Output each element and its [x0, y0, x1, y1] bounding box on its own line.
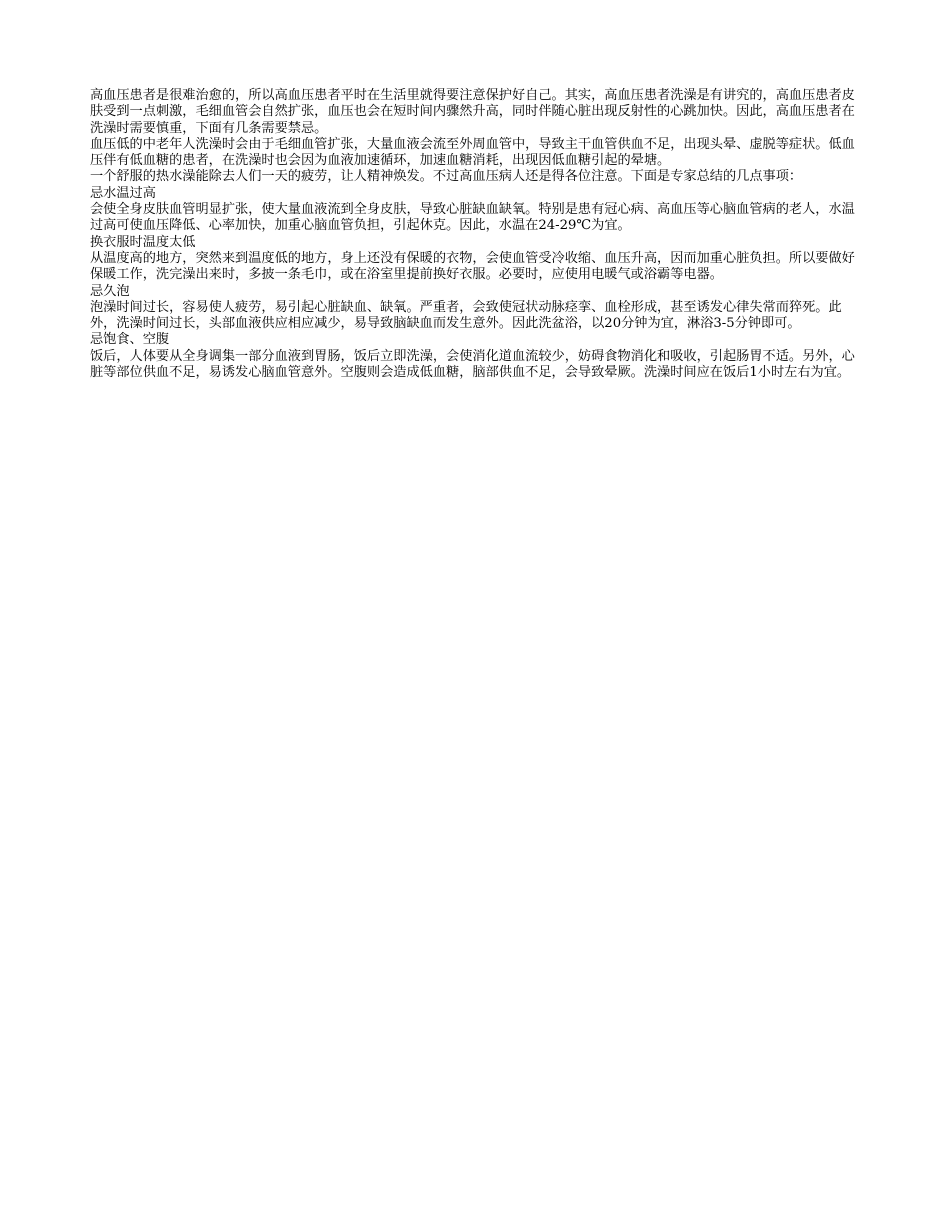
section-heading-water-temperature: 忌水温过高: [90, 185, 156, 201]
full-or-empty-stomach-paragraph: 饭后，人体要从全身调集一部分血液到胃肠，饭后立即洗澡，会使消化道血流较少，妨碍食物消化和吸收，引起肠胃不适。另外，心脏等部位供血不足，易诱发心脑血管意外。空腹则会造成低血糖，脑部供血不足，会导致晕厥。洗澡时间应在饭后1小时左右为宜。: [90, 348, 855, 381]
tips-intro-paragraph: 一个舒服的热水澡能除去人们一天的疲劳，让人精神焕发。不过高血压病人还是得各位注意。下面是专家总结的几点事项：: [90, 169, 803, 185]
low-blood-pressure-paragraph: 血压低的中老年人洗澡时会由于毛细血管扩张，大量血液会流至外周血管中，导致主干血管供血不足，出现头晕、虚脱等症状。低血压伴有低血糖的患者，在洗澡时也会因为血液加速循环，加速血糖消耗，出现因低血糖引起的晕塘。: [90, 136, 855, 169]
document-body: [90, 88, 865, 381]
section-heading-long-soak: 忌久泡: [90, 283, 130, 299]
changing-clothes-paragraph: 从温度高的地方，突然来到温度低的地方，身上还没有保暖的衣物，会使血管受冷收缩、血压升高，因而加重心脏负担。所以要做好保暖工作，洗完澡出来时，多披一条毛巾，或在浴室里提前换好衣服。必要时，应使用电暖气或浴霸等电器。: [90, 250, 855, 283]
intro-paragraph: 高血压患者是很难治愈的，所以高血压患者平时在生活里就得要注意保护好自己。其实，高血压患者洗澡是有讲究的，高血压患者皮肤受到一点刺激，毛细血管会自然扩张，血压也会在短时间内骤然升高，同时伴随心脏出现反射性的心跳加快。因此，高血压患者在洗澡时需要慎重，下面有几条需要禁忌。: [90, 88, 855, 136]
section-heading-full-or-empty-stomach: 忌饱食、空腹: [90, 332, 170, 348]
water-temperature-paragraph: 会使全身皮肤血管明显扩张，使大量血液流到全身皮肤，导致心脏缺血缺氧。特别是患有冠心病、高血压等心脑血管病的老人，水温过高可使血压降低、心率加快，加重心脑血管负担，引起休克。因此，水温在24-29℃为宜。: [90, 202, 855, 234]
long-soak-paragraph: 泡澡时间过长，容易使人疲劳，易引起心脏缺血、缺氧。严重者，会致使冠状动脉痉挛、血栓形成，甚至诱发心律失常而猝死。此外，洗澡时间过长，头部血液供应相应减少，易导致脑缺血而发生意外。因此洗盆浴，以20分钟为宜，淋浴3-5分钟即可。: [90, 299, 842, 332]
section-heading-changing-clothes: 换衣服时温度太低: [90, 234, 196, 250]
